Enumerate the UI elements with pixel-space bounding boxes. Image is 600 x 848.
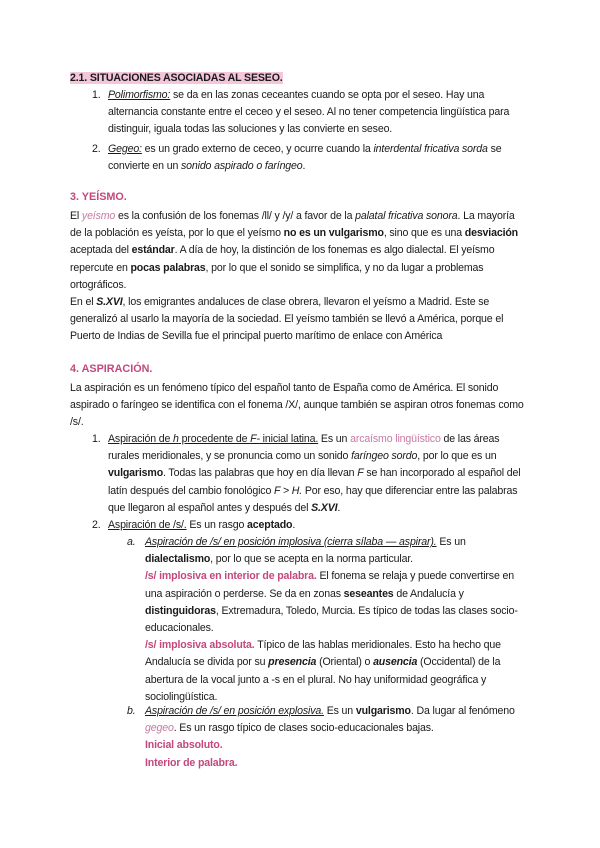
section-3-title: 3. YEÍSMO. — [70, 191, 127, 203]
list-number: 2. — [92, 519, 101, 531]
yeismo-paragraph-2: En el S.XVI, los emigrantes andaluces de clase obrera, llevaron el yeísmo a Madrid. Este se generalizó al usarlo la mayoría de la sociedad. El yeísmo también se llevó a América, porque el Puerto de Indias de Sevilla fue el principal puerto marítimo de enlace con América — [70, 296, 504, 343]
section-4-title: 4. ASPIRACIÓN. — [70, 363, 153, 375]
sub-item-implosiva — [145, 534, 527, 706]
yeismo-paragraph-1: El yeísmo es la confusión de los fonemas /ll/ y /y/ a favor de la palatal fricativa sonora. La mayoría de la población es yeísta, por lo que el yeísmo no es un vulgarismo, sino que es una desviación aceptada del estándar. A día de hoy, la distinción de los fonemas es algo dialectal. El yeísmo repercute en pocas palabras, por lo que el sonido se simplifica, y no da lugar a problemas ortográficos. — [70, 210, 519, 291]
section-2-1-title: 2.1. SITUACIONES ASOCIADAS AL SESEO. — [70, 72, 283, 84]
list-letter: b. — [127, 705, 136, 717]
list-item-aspiracion-h: Aspiración de h procedente de F- inicial latina. Es un arcaísmo lingüístico de las áreas rurales meridionales, y se pronuncia como un sonido faríngeo sordo, por lo que es un vulgarismo. Todas las palabras que hoy en día llevan F se han incorporado al español del latín después del cambio fonológico F > H. Por eso, hay que diferenciar entre las palabras que llegaron al español antes y después del S.XVI. — [108, 433, 521, 514]
implosiva-interior-paragraph: /s/ implosiva en interior de palabra. El fonema se relaja y puede convertirse en una aspiración o perderse. Se da en zonas seseantes de Andalucía y distinguidoras, Extremadura, Toledo, Murcia. Es típico de todas las clases socio-educacionales. — [145, 570, 518, 635]
list-item-gegeo: Gegeo: es un grado externo de ceceo, y ocurre cuando la interdental fricativa sorda se convierte en un sonido aspirado o faríngeo. — [108, 143, 502, 173]
interior-palabra-label: Interior de palabra. — [145, 756, 238, 769]
sub-item-implosiva-intro: Aspiración de /s/ en posición implosiva (cierra sílaba — aspirar). Es un dialectalismo, por lo que se acepta en la norma particular. — [145, 536, 466, 566]
sub-item-explosiva — [145, 703, 527, 772]
list-item-polimorfismo: Polimorfismo: se da en las zonas ceceantes cuando se opta por el seseo. Hay una alternancia constante entre el ceceo y el seseo. Al no tener competencia lingüística para distinguir, iguala todas las soluciones y las convierte en seseo. — [108, 89, 510, 136]
list-number: 2. — [92, 143, 101, 155]
list-number: 1. — [92, 89, 101, 101]
aspiracion-intro: La aspiración es un fenómeno típico del español tanto de España como de América. El sonido aspirado o faríngeo se identifica con el fonema /X/, aunque también se aspiran otros fonemas como /s/. — [70, 382, 524, 429]
list-item-aspiracion-s: Aspiración de /s/. Es un rasgo aceptado. — [108, 519, 296, 531]
list-number: 1. — [92, 433, 101, 445]
list-letter: a. — [127, 536, 136, 548]
sub-item-explosiva-intro: Aspiración de /s/ en posición explosiva. Es un vulgarismo. Da lugar al fenómeno gegeo. Es un rasgo típico de clases socio-educacionales bajas. — [145, 705, 515, 735]
implosiva-absoluta-paragraph: /s/ implosiva absoluta. Típico de las hablas meridionales. Esto ha hecho que Andalucía se divida por su presencia (Oriental) o ausencia (Occidental) de la abertura de la vocal junto a -s en el plural. No hay uniformidad geográfica y sociolingüística. — [145, 639, 501, 703]
inicial-absoluto-label: Inicial absoluto. — [145, 739, 223, 752]
